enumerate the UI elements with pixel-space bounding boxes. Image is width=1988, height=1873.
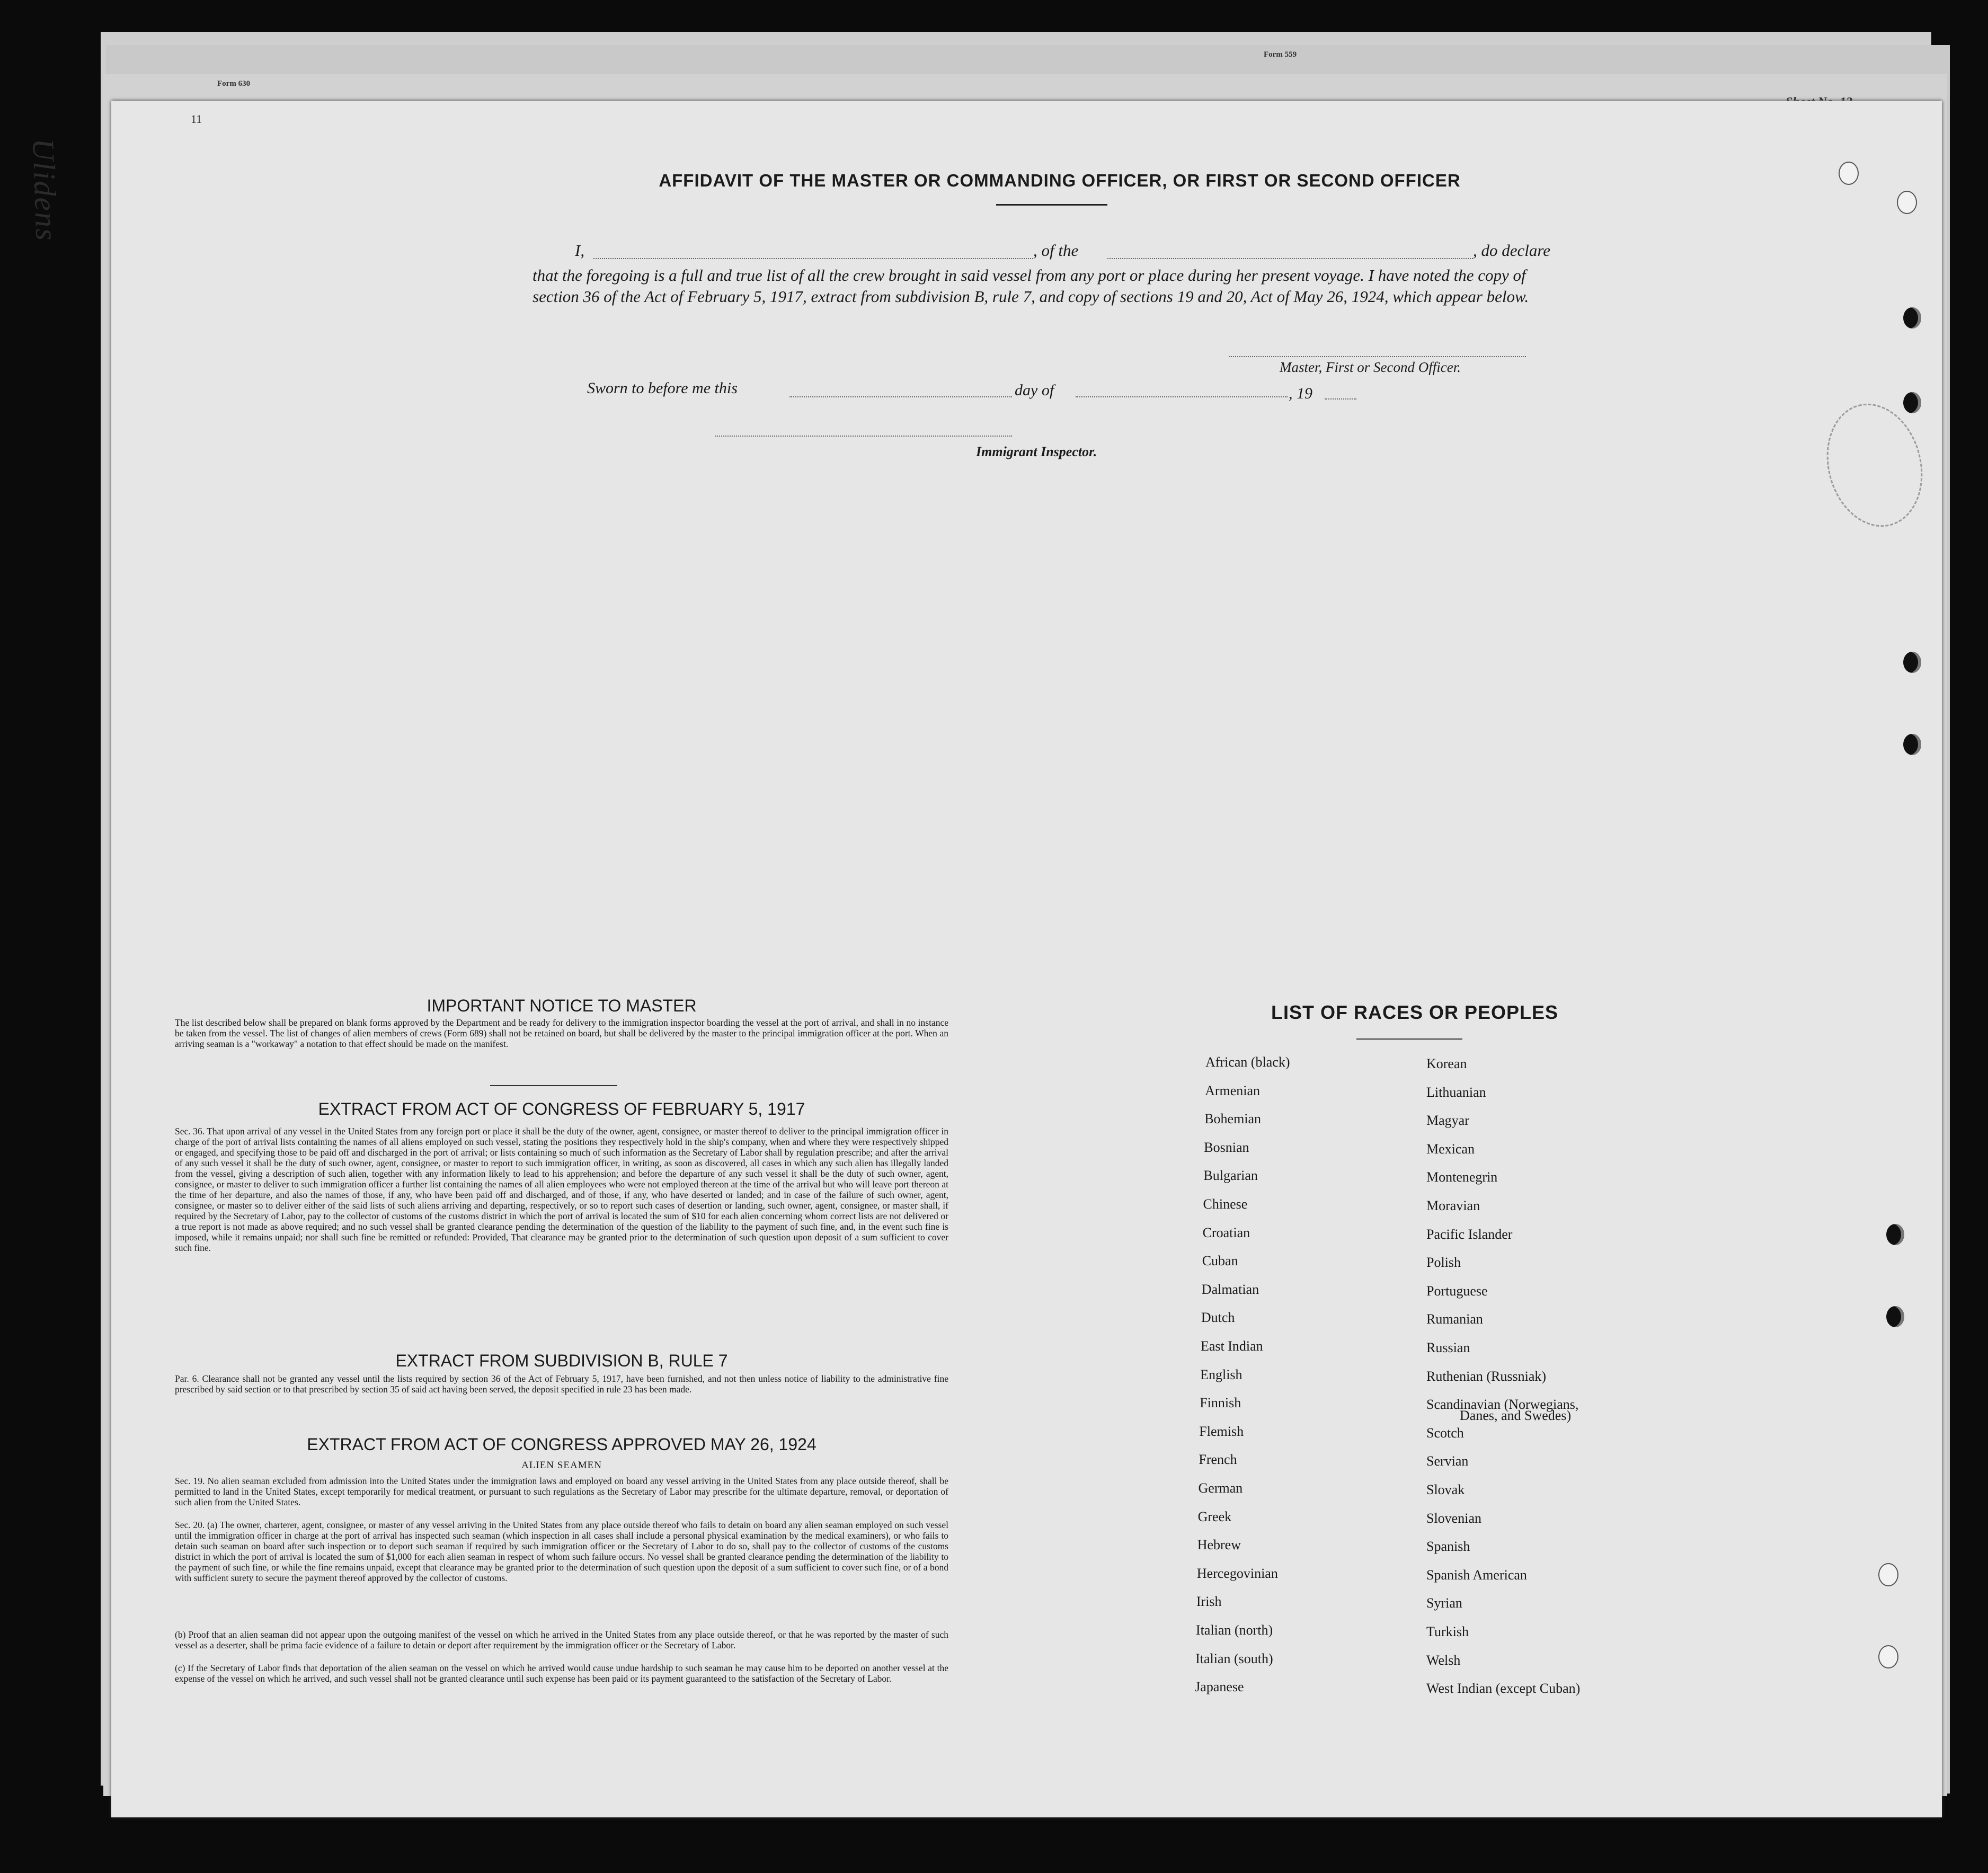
- year-label: , 19: [1289, 385, 1312, 402]
- race-item: African (black): [1205, 1054, 1290, 1070]
- day-of-label: day of: [1015, 381, 1054, 399]
- vessel-blank[interactable]: [1107, 258, 1473, 259]
- affidavit-declare: , do declare: [1473, 241, 1551, 260]
- race-item: English: [1200, 1366, 1242, 1382]
- act-1917-text: Sec. 36. That upon arrival of any vessel in the United States from any foreign port or place it shall be the duty of the owner, agent, consignee, or master thereof to deliver to the principal immigration officer in charge of the port of arrival lists containing the names of all aliens employed on such vessel, stating the positions they respectively hold in the ship's company, when and where they were respectively shipped or engaged, and specifying those to be paid off and discharged in the port of arrival; or lists containing so much of such information as the Secretary of Labor shall by regulation prescribe; and after the arrival of any such vessel it shall be the duty of such owner, agent, consignee, or master to report to such immigration officer, in writing, as soon as discovered, all cases in which any such alien has illegally landed from the vessel, giving a description of such alien, together with any information likely to lead to his apprehension; and before the departure of any such vessel it shall be the duty of such owner, agent, consignee, or master to deliver to such immigration officer a further list containing the names of all alien employees who were not employed thereon at the time of the arrival but who will leave port thereon at the time of her departure, and also the names of those, if any, who have been paid off and discharged, and of those, if any, who have deserted or landed; and in case of the failure of such owner, agent, consignee, or master so to deliver either of the said lists of such aliens arriving and departing, respectively, or so to report such cases of desertion or landing, such owner, agent, consignee, or master shall, if required by the Secretary of Labor, pay to the collector of customs of the customs district in which the port of arrival is located the sum of $10 for each alien concerning whom correct lists are not delivered or a true report is not made as above required; and no such vessel shall be granted clearance pending the determination of the question of the liability to the payment of such fine, and, in the event such fine is imposed, while it remains unpaid; nor shall such fine be remitted or refunded: Provided, That clearance may be granted prior to the determination of such question upon deposit of a sum sufficient to cover such fine.: [175, 1126, 948, 1253]
- punch-hole: [1903, 652, 1921, 673]
- race-item: Hebrew: [1197, 1537, 1241, 1553]
- race-item: Hercegovinian: [1196, 1565, 1278, 1581]
- race-item: Chinese: [1203, 1196, 1248, 1212]
- subdivision-b-title: EXTRACT FROM SUBDIVISION B, RULE 7: [395, 1351, 728, 1370]
- act-1924-sec20a: Sec. 20. (a) The owner, charterer, agent, consignee, or master of any vessel arriving in the United States from any place outside thereof who fails to detain on board any alien seaman employed on such vessel until the immigration officer in charge at the port of arrival has inspected such seaman (which inspection in all cases shall include a personal physical examination by the medical examiners), or who fails to detain such seaman on board after such inspection or to deport such seaman if required by such immigration officer or the Secretary of Labor to do so, shall pay to the collector of customs of the customs district in which the port of arrival is located the sum of $1,000 for each alien seaman in respect of whom such failure occurs. No vessel shall be granted clearance pending the determination of the liability to the payment of such fine, or while the fine remains unpaid, except that clearance may be granted prior to the determination of such question upon the deposit of a sum sufficient to cover such fine, or of a bond with sufficient surety to secure the payment thereof approved by the collector of customs.: [175, 1520, 948, 1583]
- race-item: Bulgarian: [1203, 1168, 1258, 1184]
- race-item: Flemish: [1199, 1423, 1244, 1439]
- race-item: Spanish American: [1426, 1567, 1527, 1583]
- race-item: Portuguese: [1426, 1283, 1488, 1299]
- year-blank[interactable]: [1325, 398, 1356, 400]
- race-item: Danes, and Swedes): [1460, 1408, 1572, 1424]
- race-item: Welsh: [1426, 1652, 1461, 1668]
- race-item: Italian (south): [1195, 1650, 1273, 1666]
- inspector-signature-blank[interactable]: [715, 436, 1012, 437]
- master-signature-blank[interactable]: [1229, 356, 1526, 357]
- race-item: Cuban: [1202, 1253, 1238, 1269]
- punch-hole: [1897, 191, 1917, 214]
- race-item: Magyar: [1426, 1113, 1469, 1129]
- punch-hole: [1886, 1306, 1904, 1327]
- inspector-label: Immigrant Inspector.: [976, 444, 1097, 459]
- race-item: Slovenian: [1426, 1510, 1481, 1526]
- punch-hole: [1903, 734, 1921, 755]
- punch-hole: [1878, 1645, 1898, 1668]
- race-item: Bosnian: [1204, 1139, 1249, 1155]
- race-item: Rumanian: [1426, 1311, 1483, 1327]
- race-item: Lithuanian: [1426, 1084, 1486, 1100]
- punch-hole: [1903, 307, 1921, 329]
- act-1917-title: EXTRACT FROM ACT OF CONGRESS OF FEBRUARY 5, 1917: [318, 1099, 805, 1119]
- races-title: LIST OF RACES OR PEOPLES: [1271, 1001, 1559, 1023]
- master-signature-label: Master, First or Second Officer.: [1280, 359, 1461, 375]
- act-1924-sec20b: (b) Proof that an alien seaman did not appear upon the outgoing manifest of the vessel on which he arrived in the United States from any place outside thereof, or that he was reported by the master of such vessel as a deserter, shall be prima facie evidence of a failure to detain or deport after requirement by the immigration officer or the Secretary of Labor.: [175, 1629, 948, 1650]
- race-item: Dutch: [1201, 1310, 1235, 1326]
- race-item: Italian (north): [1196, 1622, 1273, 1638]
- race-item: Bohemian: [1204, 1111, 1262, 1127]
- rule: [490, 1085, 617, 1086]
- race-item: French: [1199, 1452, 1237, 1468]
- race-item: East Indian: [1201, 1338, 1263, 1354]
- race-item: Spanish: [1426, 1539, 1470, 1555]
- race-item: Russian: [1426, 1340, 1470, 1355]
- race-item: Ruthenian (Russniak): [1426, 1368, 1547, 1384]
- race-item: Greek: [1197, 1508, 1232, 1524]
- page-mark: 11: [191, 112, 202, 126]
- race-item: Croatian: [1202, 1224, 1250, 1240]
- race-item: Japanese: [1195, 1679, 1244, 1695]
- name-blank[interactable]: [593, 258, 1033, 259]
- race-item: Finnish: [1200, 1395, 1241, 1411]
- affidavit-body: that the foregoing is a full and true list of all the crew brought in said vessel from any port or place during her present voyage. I have noted the copy of section 36 of the Act of February 5, 1917, extract from subdivision B, rule 7, and copy of sections 19 and 20, Act of May 26, 1924, which appear below.: [532, 266, 1529, 306]
- act-1924-sec20c: (c) If the Secretary of Labor finds that deportation of the alien seaman on the vessel on which he arrived would cause undue hardship to such seaman he may cause him to be deported on another vessel at the expense of the vessel on which he arrived, and such vessel shall not be granted clearance until such expense has been paid or its payment guaranteed to the satisfaction of the Secretary of Labor.: [175, 1663, 948, 1684]
- notice-text: The list described below shall be prepared on blank forms approved by the Department and be ready for delivery to the immigration inspector boarding the vessel at the port of arrival, and shall in no instance be taken from the vessel. The list of changes of alien members of crews (Form 689) shall not be retained on board, but shall be delivered by the master to the principal immigration officer at the port. When an arriving seaman is a "workaway" a notation to that effect should be made on the manifest.: [175, 1017, 948, 1049]
- race-item: Moravian: [1426, 1198, 1480, 1213]
- title-rule: [996, 204, 1107, 206]
- race-item: Armenian: [1205, 1082, 1261, 1098]
- race-item: Mexican: [1426, 1141, 1475, 1157]
- races-rule: [1356, 1038, 1462, 1040]
- race-item: Dalmatian: [1201, 1281, 1259, 1297]
- race-item: West Indian (except Cuban): [1426, 1681, 1581, 1697]
- race-item: Slovak: [1426, 1482, 1465, 1497]
- race-item: Montenegrin: [1426, 1169, 1498, 1185]
- punch-hole: [1839, 162, 1859, 185]
- notice-title: IMPORTANT NOTICE TO MASTER: [427, 996, 697, 1015]
- punch-hole: [1903, 392, 1921, 413]
- race-item: Syrian: [1426, 1595, 1462, 1611]
- race-item: Servian: [1426, 1453, 1469, 1469]
- handwritten-note: Ulidens: [26, 138, 64, 242]
- form-tab-top: Form 559: [1264, 50, 1297, 59]
- sworn-label: Sworn to before me this: [587, 379, 738, 397]
- affidavit-of-the: , of the: [1033, 241, 1079, 260]
- affidavit-i: I,: [575, 241, 585, 260]
- sworn-month-blank[interactable]: [1076, 396, 1288, 397]
- affidavit-title: AFFIDAVIT OF THE MASTER OR COMMANDING OFFICER, OR FIRST OR SECOND OFFICER: [659, 171, 1461, 190]
- act-1924-subtitle: ALIEN SEAMEN: [521, 1460, 602, 1471]
- race-item: Polish: [1426, 1255, 1461, 1271]
- race-item: Irish: [1196, 1594, 1222, 1610]
- sworn-day-blank[interactable]: [789, 396, 1012, 397]
- act-1924-title: EXTRACT FROM ACT OF CONGRESS APPROVED MAY 26, 1924: [307, 1435, 816, 1454]
- race-item: Pacific Islander: [1426, 1226, 1513, 1242]
- subdivision-b-text: Par. 6. Clearance shall not be granted any vessel until the lists required by section 36 of the Act of February 5, 1917, have been furnished, and not then unless notice of liability to the administrative fine prescribed by said section or to that prescribed by section 35 of said act having been served, the deposit specified in rule 23 has been made.: [175, 1373, 948, 1395]
- form-tab-left: Form 630: [217, 79, 251, 88]
- race-item: Korean: [1426, 1056, 1467, 1071]
- race-item: German: [1198, 1480, 1243, 1496]
- punch-hole: [1878, 1563, 1898, 1586]
- race-item: Scandinavian (Norwegians,: [1426, 1397, 1579, 1413]
- race-item: Turkish: [1426, 1624, 1469, 1639]
- race-item: Scotch: [1426, 1425, 1464, 1441]
- act-1924-sec19: Sec. 19. No alien seaman excluded from admission into the United States under the immigration laws and employed on board any vessel arriving in the United States from any place outside thereof, shall be permitted to land in the United States, except temporarily for medical treatment, or pursuant to such regulations as the Secretary of Labor may prescribe for the ultimate departure, removal, or deportation of such alien from the United States.: [175, 1476, 948, 1507]
- punch-hole: [1886, 1224, 1904, 1245]
